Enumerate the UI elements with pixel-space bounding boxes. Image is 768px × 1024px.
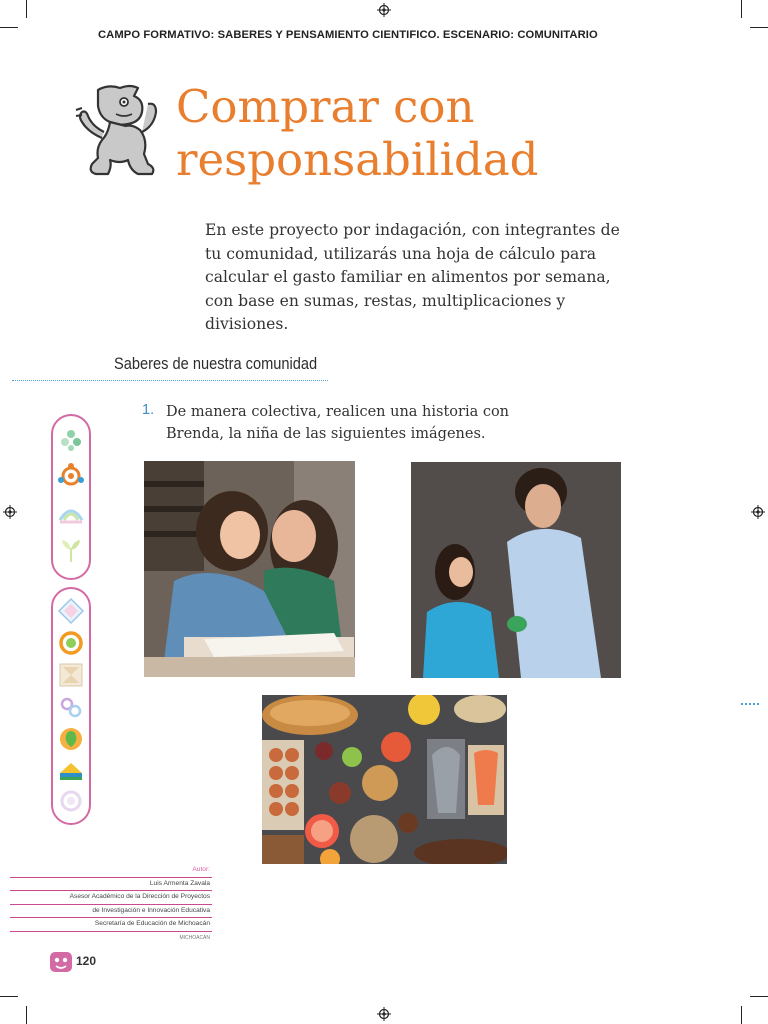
page-badge-icon [50, 952, 72, 972]
hourglass-icon [57, 661, 85, 689]
crop-mark [750, 27, 768, 28]
link-icon [57, 693, 85, 721]
crop-mark [26, 1006, 27, 1024]
leaf-icon [57, 725, 85, 753]
author-role-line-1: Asesor Académico de la Dirección de Proyectos [10, 891, 212, 905]
flower-icon [57, 787, 85, 815]
jaguar-figure-icon [68, 82, 160, 182]
photo-girl-studying-with-mother [144, 461, 355, 677]
diamond-icon [57, 597, 85, 625]
seed-icon [57, 426, 85, 454]
plant-icon [57, 536, 85, 564]
registration-mark-icon [377, 1007, 391, 1021]
crop-mark [741, 1006, 742, 1024]
author-label: Autor: [10, 864, 212, 878]
rainbow-icon [57, 500, 85, 528]
activity-text: De manera colectiva, realicen una historia con Brenda, la niña de las siguientes imágenes. [166, 404, 510, 442]
page-number: 120 [76, 954, 97, 968]
author-institution: Secretaría de Educación de Michoacán [10, 918, 212, 932]
credits-block [10, 864, 212, 945]
photo-girl-with-father-piggy-bank [411, 462, 621, 678]
author-name: Luis Armenta Zavala [10, 878, 212, 892]
title-line-1: Comprar con [176, 80, 475, 133]
activity-number: 1. [142, 402, 155, 418]
registration-mark-icon [3, 505, 17, 519]
crop-mark [750, 996, 768, 997]
title-line-2: responsabilidad [176, 133, 539, 186]
campo-icons-upper-pill [51, 414, 91, 580]
cycle-icon [57, 629, 85, 657]
author-role-line-2: de Investigación e Innovación Educativa [10, 905, 212, 919]
crop-mark [0, 996, 18, 997]
page-title [176, 80, 656, 186]
margin-dots [741, 703, 759, 705]
author-state: MICHOACÁN [179, 934, 210, 941]
section-title: Saberes de nuestra comunidad [114, 354, 318, 373]
people-circle-icon [57, 462, 85, 490]
crop-mark [26, 0, 27, 18]
campo-icons-lower-pill [51, 587, 91, 825]
landscape-icon [57, 757, 85, 785]
campo-formativo-header: CAMPO FORMATIVO: SABERES Y PENSAMIENTO CIENTIFICO. ESCENARIO: COMUNITARIO [98, 29, 598, 41]
intro-paragraph: En este proyecto por indagación, con integrantes de tu comunidad, utilizarás una hoja de cálculo para calcular el gasto familiar en alimentos por semana, con base en sumas, restas, multiplicaciones y divisiones. [205, 221, 620, 333]
registration-mark-icon [751, 505, 765, 519]
crop-mark [0, 27, 18, 28]
photo-food-assortment [262, 695, 507, 864]
registration-mark-icon [377, 3, 391, 17]
crop-mark [741, 0, 742, 18]
section-divider [12, 380, 328, 381]
